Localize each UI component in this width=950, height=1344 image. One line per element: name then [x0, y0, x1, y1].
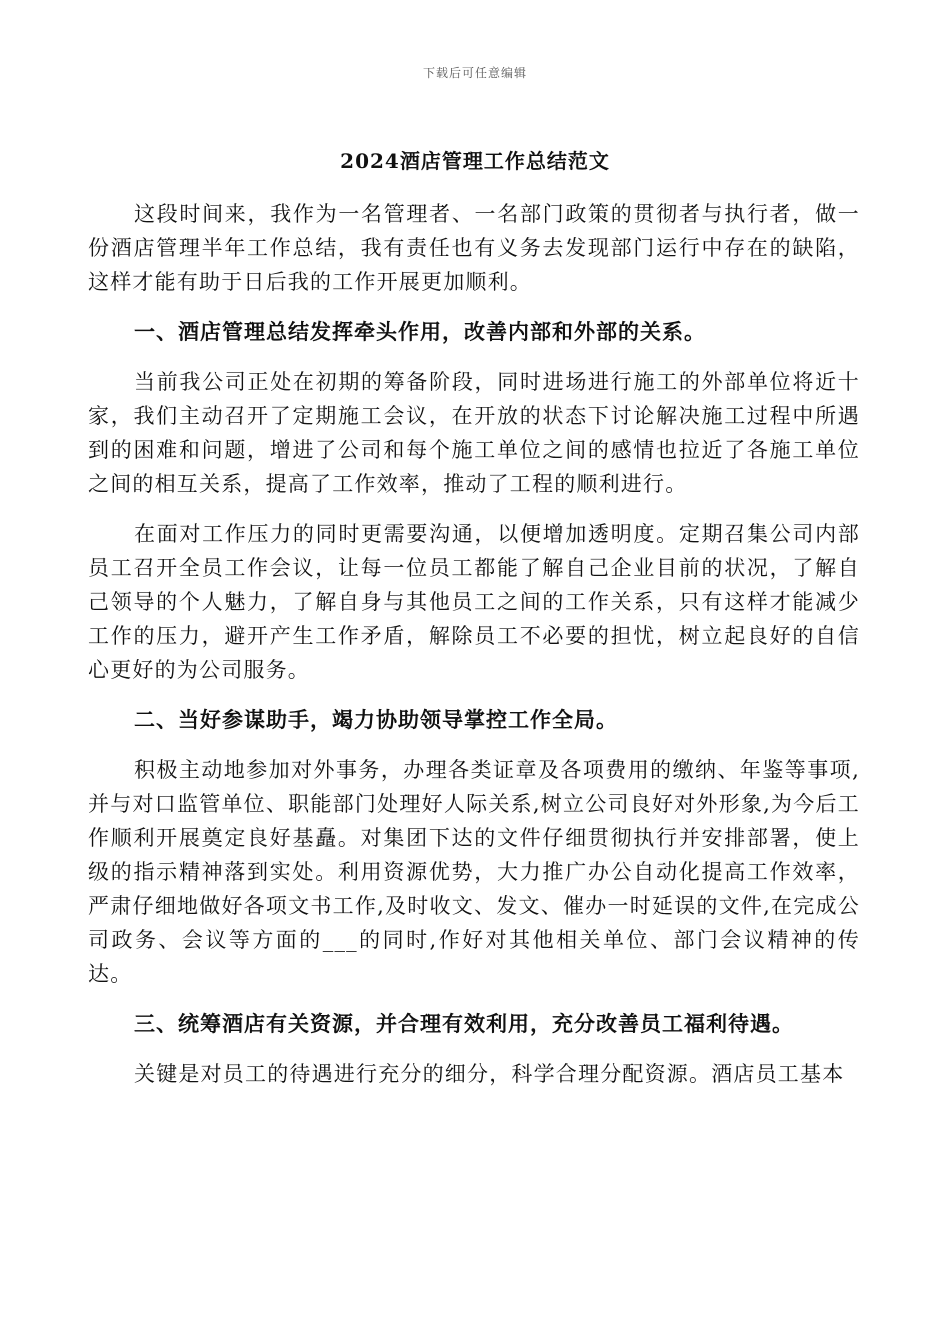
- document-body: [88, 197, 860, 1107]
- document-title: 2024酒店管理工作总结范文: [340, 149, 610, 173]
- intro-paragraph: 这段时间来，我作为一名管理者、一名部门政策的贯彻者与执行者，做一份酒店管理半年工作总结，我有责任也有义务去发现部门运行中存在的缺陷，这样才能有助于日后我的工作开展更加顺利。: [88, 202, 860, 294]
- section-1-heading: 一、酒店管理总结发挥牵头作用，改善内部和外部的关系。: [134, 319, 706, 344]
- section-2-heading: 二、当好参谋助手，竭力协助领导掌控工作全局。: [134, 707, 618, 732]
- section-3-heading: 三、统筹酒店有关资源，并合理有效利用，充分改善员工福利待遇。: [134, 1011, 794, 1036]
- header-note: 下载后可任意编辑: [422, 66, 527, 80]
- section-3-paragraph-1: 关键是对员工的待遇进行充分的细分，科学合理分配资源。酒店员工基本: [134, 1062, 845, 1086]
- section-2-paragraph-1: 积极主动地参加对外事务，办理各类证章及各项费用的缴纳、年鉴等事项,并与对口监管单位、职能部门处理好人际关系,树立公司良好对外形象,为今后工作顺利开展奠定良好基矗。对集团下达的文件仔细贯彻执行并安排部署，使上级的指示精神落到实处。利用资源优势，大力推广办公自动化提高工作效率，严肃仔细地做好各项文书工作,及时收文、发文、催办一时延误的文件,在完成公司政务、会议等方面的___的同时,作好对其他相关单位、部门会议精神的传达。: [88, 758, 860, 986]
- section-1-paragraph-1: 当前我公司正处在初期的筹备阶段，同时进场进行施工的外部单位将近十家，我们主动召开了定期施工会议，在开放的状态下讨论解决施工过程中所遇到的困难和问题，增进了公司和每个施工单位之间的感情也拉近了各施工单位之间的相互关系，提高了工作效率，推动了工程的顺利进行。: [88, 370, 860, 496]
- section-1-paragraph-2: 在面对工作压力的同时更需要沟通，以便增加透明度。定期召集公司内部员工召开全员工作会议，让每一位员工都能了解自己企业目前的状况，了解自己领导的个人魅力，了解自身与其他员工之间的工作关系，只有这样才能减少工作的压力，避开产生工作矛盾，解除员工不必要的担忧，树立起良好的自信心更好的为公司服务。: [88, 522, 860, 682]
